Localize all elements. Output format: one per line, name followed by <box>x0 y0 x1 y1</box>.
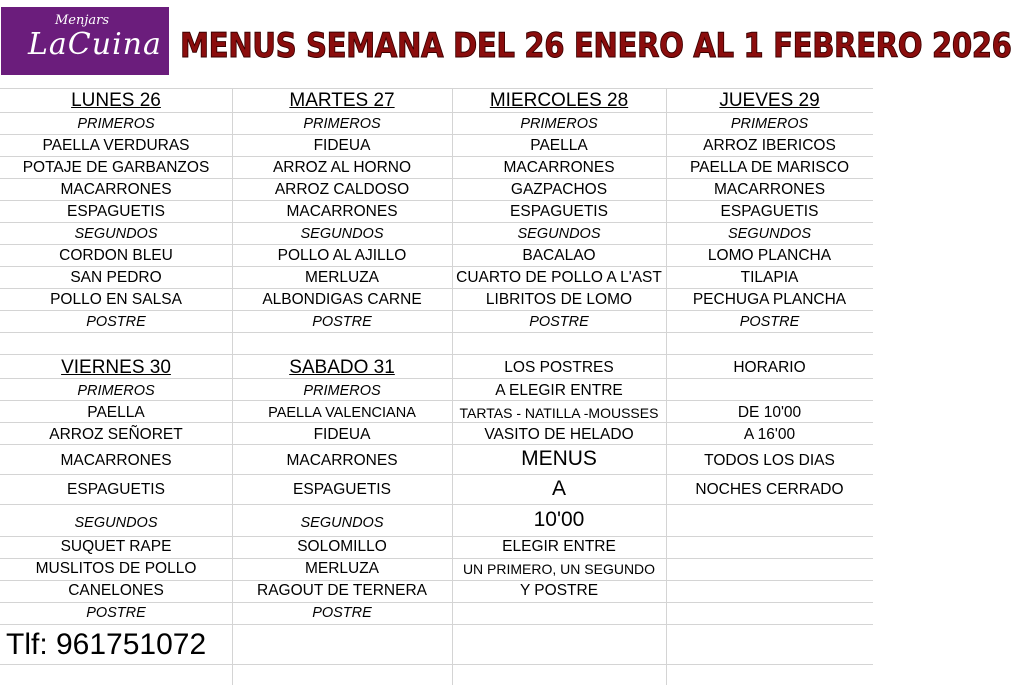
day-heading: LUNES 26 <box>71 90 161 111</box>
postres-info: LOS POSTRES <box>504 359 614 376</box>
segundos-label: SEGUNDOS <box>300 226 384 242</box>
menu-item: CANELONES <box>68 582 164 599</box>
menu-item: POTAJE DE GARBANZOS <box>22 159 210 176</box>
phone-number: Tlf: 961751072 <box>6 628 207 661</box>
page-title: MENUS SEMANA DEL 26 ENERO AL 1 FEBRERO 2026 <box>180 26 1012 66</box>
grid-line <box>0 354 873 355</box>
segundos-label: SEGUNDOS <box>74 226 158 242</box>
horario-info: A 16'00 <box>743 426 796 443</box>
menu-item: ARROZ IBERICOS <box>703 137 836 154</box>
horario-info: NOCHES CERRADO <box>695 481 844 498</box>
day-heading: MARTES 27 <box>289 90 395 111</box>
primeros-label: PRIMEROS <box>303 116 381 132</box>
logo-small-text: Menjars <box>55 13 110 28</box>
menu-item: MUSLITOS DE POLLO <box>35 560 197 577</box>
menu-item: ESPAGUETIS <box>720 203 819 220</box>
menu-item: POLLO EN SALSA <box>50 291 182 308</box>
primeros-label: PRIMEROS <box>730 116 809 132</box>
horario-heading: HORARIO <box>733 359 806 376</box>
menu-price: 10'00 <box>533 508 585 531</box>
menu-item: ARROZ SEÑORET <box>49 426 183 443</box>
segundos-label: SEGUNDOS <box>74 515 158 531</box>
menu-info: UN PRIMERO, UN SEGUNDO <box>462 561 656 577</box>
postre-label: POSTRE <box>86 605 146 621</box>
menu-item: MACARRONES <box>286 203 398 220</box>
menu-info: Y POSTRE <box>519 582 599 599</box>
menu-item: GAZPACHOS <box>510 181 608 198</box>
menu-price-label: MENUS <box>521 447 597 470</box>
segundos-label: SEGUNDOS <box>517 226 601 242</box>
menu-item: MACARRONES <box>713 181 826 198</box>
postres-info: VASITO DE HELADO <box>484 426 634 443</box>
menu-item: FIDEUA <box>313 137 371 154</box>
grid-line <box>0 88 873 89</box>
menu-item: MACARRONES <box>60 181 172 198</box>
grid-line <box>0 474 873 475</box>
menu-item: BACALAO <box>522 247 596 264</box>
menu-item: ESPAGUETIS <box>67 203 165 220</box>
menu-item: LOMO PLANCHA <box>707 247 832 264</box>
day-heading: SABADO 31 <box>289 357 395 378</box>
horario-info: TODOS LOS DIAS <box>704 452 835 469</box>
menu-item: PAELLA <box>87 404 145 421</box>
menu-item: PECHUGA PLANCHA <box>692 291 847 308</box>
menu-item: ESPAGUETIS <box>293 481 391 498</box>
postres-info: A ELEGIR ENTRE <box>495 382 623 399</box>
menu-item: PAELLA VERDURAS <box>42 137 190 154</box>
postre-label: POSTRE <box>312 314 372 330</box>
menu-item: PAELLA DE MARISCO <box>689 159 850 176</box>
horario-info: DE 10'00 <box>737 404 802 421</box>
primeros-label: PRIMEROS <box>77 383 155 399</box>
menu-item: ESPAGUETIS <box>510 203 608 220</box>
primeros-label: PRIMEROS <box>520 116 598 132</box>
day-heading: JUEVES 29 <box>719 90 820 111</box>
postres-info: TARTAS - NATILLA -MOUSSES <box>459 405 659 421</box>
day-heading: MIERCOLES 28 <box>489 90 629 111</box>
menu-item: FIDEUA <box>313 426 371 443</box>
postre-label: POSTRE <box>312 605 372 621</box>
menu-item: MACARRONES <box>286 452 398 469</box>
menu-price-label: A <box>551 477 566 500</box>
primeros-label: PRIMEROS <box>303 383 381 399</box>
logo <box>1 7 169 75</box>
menu-item: ESPAGUETIS <box>67 481 165 498</box>
grid-line <box>0 504 873 505</box>
postre-label: POSTRE <box>739 314 800 330</box>
primeros-label: PRIMEROS <box>77 116 155 132</box>
menu-item: RAGOUT DE TERNERA <box>257 582 427 599</box>
menu-item: MACARRONES <box>503 159 615 176</box>
menu-item: MACARRONES <box>60 452 172 469</box>
menu-item: ARROZ AL HORNO <box>272 159 412 176</box>
menu-item: LIBRITOS DE LOMO <box>485 291 633 308</box>
menu-item: SUQUET RAPE <box>60 538 172 555</box>
menu-info: ELEGIR ENTRE <box>502 538 616 555</box>
menu-item: PAELLA <box>530 137 588 154</box>
menu-item: TILAPIA <box>740 269 799 286</box>
menu-item: ALBONDIGAS CARNE <box>262 291 422 308</box>
logo-text: LaCuina <box>28 27 162 62</box>
postre-label: POSTRE <box>529 314 589 330</box>
menu-item: PAELLA VALENCIANA <box>268 405 416 421</box>
segundos-label: SEGUNDOS <box>728 226 811 242</box>
menu-item: MERLUZA <box>304 269 380 286</box>
menu-item: MERLUZA <box>304 560 380 577</box>
menu-item: POLLO AL AJILLO <box>277 247 407 264</box>
menu-item: SAN PEDRO <box>70 269 162 286</box>
menu-item: ARROZ CALDOSO <box>274 181 410 198</box>
day-heading: VIERNES 30 <box>61 357 171 378</box>
postre-label: POSTRE <box>86 314 146 330</box>
menu-item: CORDON BLEU <box>59 247 173 264</box>
menu-item: CUARTO DE POLLO A L'AST <box>456 269 662 286</box>
menu-item: SOLOMILLO <box>297 538 387 555</box>
segundos-label: SEGUNDOS <box>300 515 384 531</box>
